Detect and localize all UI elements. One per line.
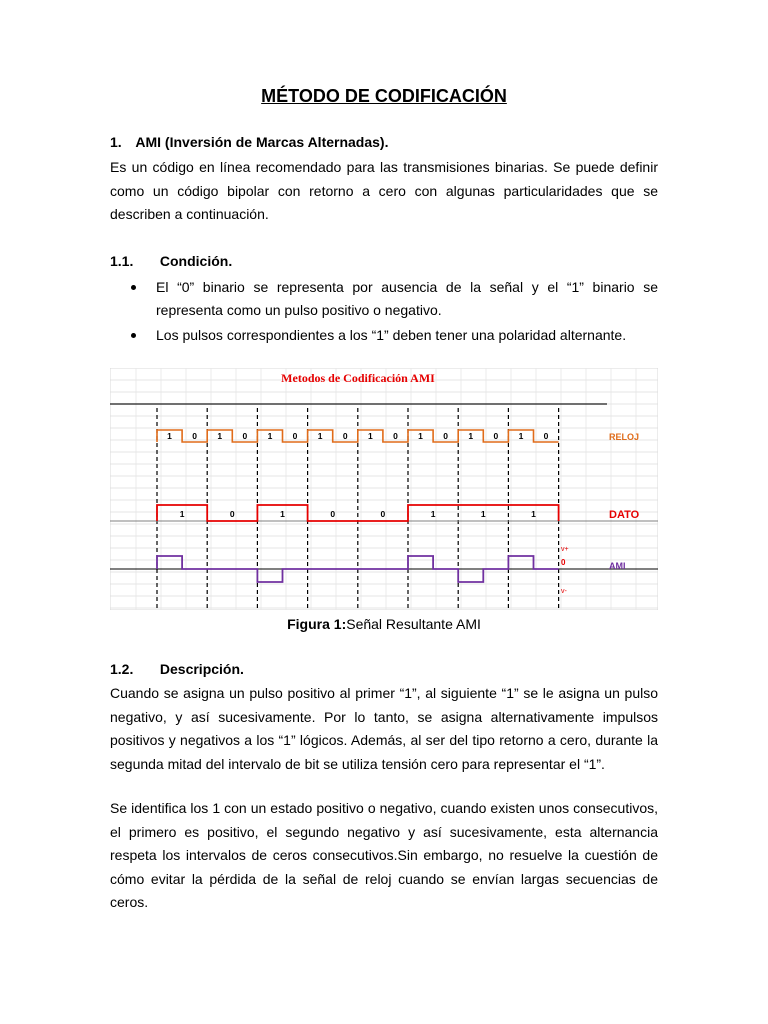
condition-text-2: Los pulsos correspondientes a los “1” deben tener una polaridad alternante. (156, 327, 627, 343)
list-item (110, 276, 658, 322)
clock-bit-label: 0 (493, 431, 499, 441)
data-bit-label: 1 (280, 509, 285, 519)
page-title: MÉTODO DE CODIFICACIÓN (261, 86, 507, 106)
figure-caption-text: Señal Resultante AMI (346, 616, 481, 632)
bullet-icon (131, 285, 136, 290)
data-bit-label: 0 (229, 509, 235, 519)
clock-bit-label: 1 (217, 431, 223, 441)
clock-bit-label: 0 (242, 431, 248, 441)
clock-bit-label: 1 (317, 431, 323, 441)
clock-bit-label: 1 (167, 431, 172, 441)
section-1-2-number: 1.2. (110, 661, 134, 677)
section-1-1-heading (110, 253, 232, 269)
clock-bit-label: 0 (342, 431, 348, 441)
clock-bit-label: 1 (418, 431, 423, 441)
section-1-2-heading (110, 661, 244, 677)
ami-label: AMI (609, 561, 626, 571)
section-1-heading (110, 134, 388, 150)
clock-bit-label: 1 (267, 431, 273, 441)
ami-diagram (110, 368, 658, 610)
clock-bit-label: 1 (468, 431, 474, 441)
section-1-title: AMI (Inversión de Marcas Alternadas). (135, 134, 389, 150)
data-label: DATO (609, 509, 640, 521)
clock-bit-label: 0 (393, 431, 398, 441)
data-bit-label: 1 (430, 509, 436, 519)
section-1-2-title: Descripción. (159, 661, 244, 677)
figure-caption-label: Figura 1: (287, 616, 347, 632)
section-1-number: 1. (110, 134, 122, 150)
data-bit-label: 1 (179, 509, 185, 519)
list-item (110, 324, 658, 347)
data-bit-label: 0 (380, 509, 386, 519)
data-bit-label: 1 (480, 509, 486, 519)
section-1-1-number: 1.1. (110, 253, 134, 269)
clock-bit-label: 1 (518, 431, 524, 441)
description-paragraph-2: Se identifica los 1 con un estado positivo o negativo, cuando existen unos consecutivos, el primero es positivo, el segundo negativo y así sucesivamente, esta alternancia respeta los intervalos de ceros consecutivos.Sin embargo, no resuelve la cuestión de cómo evitar la pérdida de la señal de reloj cuando se envían largas secuencias de ceros. (110, 800, 658, 910)
description-paragraph-1: Cuando se asigna un pulso positivo al primer “1”, al siguiente “1” se le asigna un pulso negativo, y así sucesivamente. Por lo tanto, se asigna alternativamente impulsos positivos y negativos a los “1” lógicos. Además, al ser del tipo retorno a cero, durante la segunda mitad del intervalo de bit se utiliza tensión cero para representar el “1”. (110, 685, 658, 772)
zero-level-label: 0 (561, 558, 566, 567)
data-bit-label: 0 (330, 509, 336, 519)
clock-bit-label: 1 (367, 431, 373, 441)
section-1-intro: Es un código en línea recomendado para las transmisiones binarias. Se puede definir como un código bipolar con retorno a cero con algunas particularidades que se describen a continuación. (110, 159, 658, 222)
vminus-label: v- (561, 588, 567, 595)
ami-figure (110, 368, 658, 610)
clock-bit-label: 0 (543, 431, 549, 441)
condition-list (110, 276, 658, 347)
clock-label: RELOJ (609, 432, 640, 442)
figure-caption (0, 616, 768, 632)
bullet-icon (131, 333, 136, 338)
condition-text-1: El “0” binario se representa por ausencia de la señal y el “1” binario se representa como un pulso positivo o negativo. (156, 279, 658, 318)
clock-bit-label: 0 (292, 431, 298, 441)
figure-title: Metodos de Codificación AMI (281, 371, 435, 385)
section-1-1-title: Condición. (159, 253, 233, 269)
clock-bit-label: 0 (192, 431, 198, 441)
clock-bit-label: 0 (443, 431, 449, 441)
vplus-label: v+ (561, 546, 569, 553)
data-bit-label: 1 (531, 509, 536, 519)
